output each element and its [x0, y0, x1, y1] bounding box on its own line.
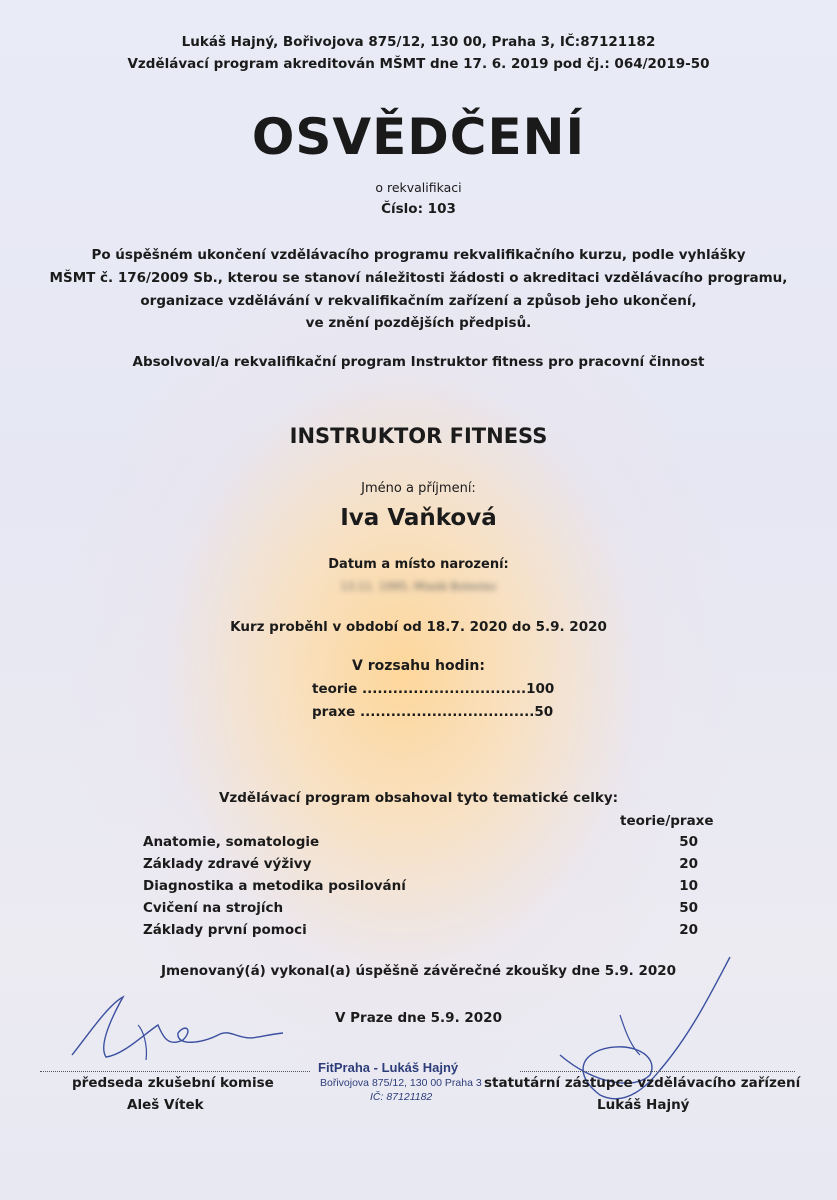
right-signature-role: statutární zástupce vzdělávacího zařízení: [484, 1075, 801, 1091]
subject-name: Základy první pomoci: [143, 922, 307, 938]
place-date: V Praze dne 5.9. 2020: [335, 1010, 502, 1026]
hours-theory: teorie ................................100: [312, 681, 555, 697]
intro-line-2: MŠMT č. 176/2009 Sb., kterou se stanoví náležitosti žádosti o akreditaci vzdělávacího programu,: [49, 270, 788, 286]
left-signature-role: předseda zkušební komise: [72, 1075, 274, 1091]
certificate-number: Číslo: 103: [381, 201, 456, 217]
issuer-address: Lukáš Hajný, Bořivojova 875/12, 130 00, Praha 3, IČ:87121182: [181, 34, 656, 50]
subjects-column-header: teorie/praxe: [620, 813, 714, 829]
subject-hours: 50: [679, 900, 698, 916]
right-signature: [540, 955, 770, 1115]
person-name: Iva Vaňková: [340, 505, 497, 531]
accreditation-line: Vzdělávací program akreditován MŠMT dne 17. 6. 2019 pod čj.: 064/2019-50: [127, 56, 710, 72]
intro-line-4: ve znění pozdějších předpisů.: [305, 315, 532, 331]
course-period: Kurz proběhl v období od 18.7. 2020 do 5.9. 2020: [230, 619, 607, 635]
birth-value-redacted: 13.11. 1995, Mladá Boleslav: [340, 580, 497, 593]
left-signature: [68, 985, 298, 1075]
subject-name: Anatomie, somatologie: [143, 834, 320, 850]
hours-title: V rozsahu hodin:: [352, 658, 485, 674]
name-label: Jméno a příjmení:: [361, 481, 476, 496]
birth-label: Datum a místo narození:: [328, 557, 509, 572]
intro-line-1: Po úspěšném ukončení vzdělávacího programu rekvalifikačního kurzu, podle vyhlášky: [91, 247, 746, 263]
subject-hours: 50: [679, 834, 698, 850]
organization-stamp: [318, 1060, 493, 1103]
subject-name: Cvičení na strojích: [143, 900, 284, 916]
subject-hours: 20: [679, 856, 698, 872]
intro-line-3: organizace vzdělávání v rekvalifikačním zařízení a způsob jeho ukončení,: [140, 293, 697, 309]
certificate-subtitle: o rekvalifikaci: [375, 180, 462, 195]
left-signature-line: [40, 1071, 310, 1072]
course-name: INSTRUKTOR FITNESS: [289, 424, 548, 448]
left-signature-name: Aleš Vítek: [127, 1097, 204, 1113]
subject-row: [143, 922, 698, 938]
subject-row: [143, 856, 698, 872]
subject-row: [143, 878, 698, 894]
stamp-line-2: Bořivojova 875/12, 130 00 Praha 3: [320, 1077, 482, 1089]
subject-row: [143, 834, 698, 850]
right-signature-line: [520, 1071, 795, 1072]
subject-name: Základy zdravé výživy: [143, 856, 312, 872]
certificate-title: OSVĚDČENÍ: [251, 108, 586, 166]
stamp-line-3: IČ: 87121182: [370, 1091, 433, 1103]
subject-hours: 20: [679, 922, 698, 938]
right-signature-name: Lukáš Hajný: [597, 1097, 690, 1113]
subjects-title: Vzdělávací program obsahoval tyto tematické celky:: [218, 790, 619, 806]
subject-row: [143, 900, 698, 916]
exam-statement: Jmenovaný(á) vykonal(a) úspěšně závěrečné zkoušky dne 5.9. 2020: [160, 963, 677, 979]
completed-statement: Absolvoval/a rekvalifikační program Instruktor fitness pro pracovní činnost: [132, 354, 705, 370]
stamp-line-1: FitPraha - Lukáš Hajný: [318, 1060, 459, 1075]
subject-name: Diagnostika a metodika posilování: [143, 878, 406, 894]
subject-hours: 10: [679, 878, 698, 894]
hours-practice: praxe ..................................50: [312, 704, 554, 720]
